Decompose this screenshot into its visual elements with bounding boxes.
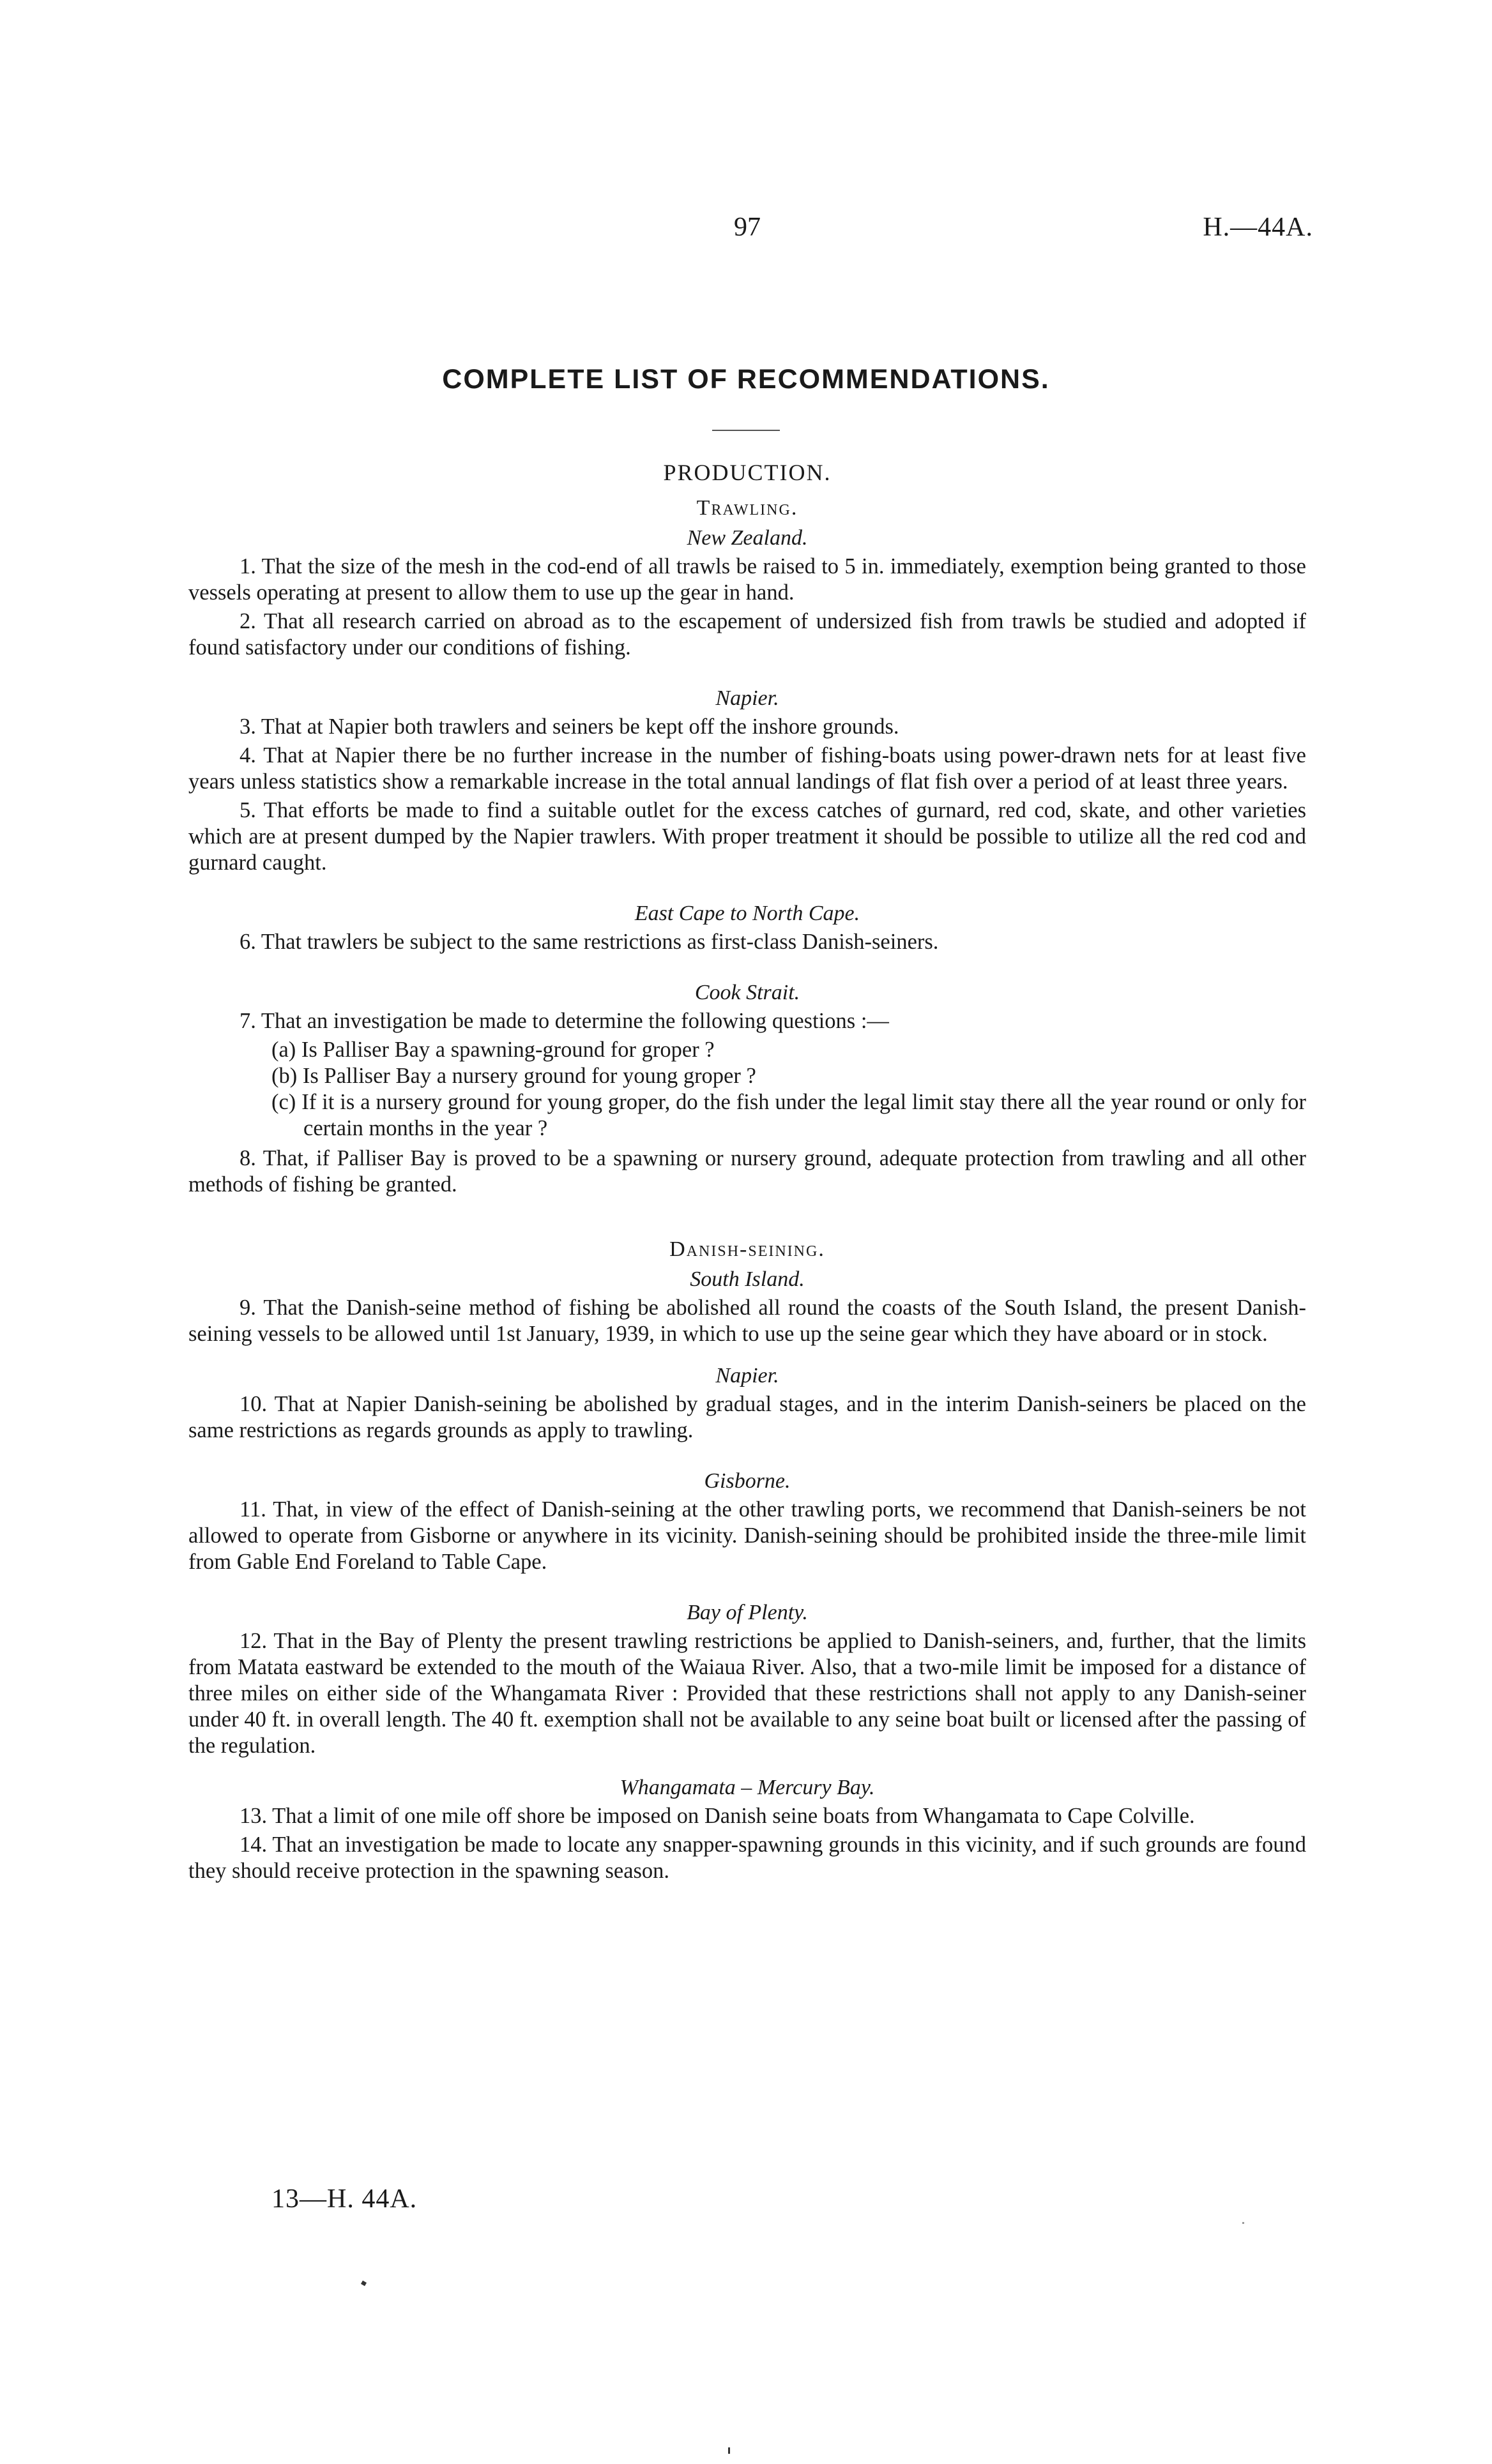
place-heading-napier: Napier. <box>715 686 779 710</box>
place-heading-east-cape: East Cape to North Cape. <box>634 902 860 925</box>
section-heading-production: PRODUCTION. <box>663 460 832 485</box>
recommendations-body <box>188 460 1306 1887</box>
place-heading-south-island: South Island. <box>690 1267 805 1291</box>
recommendation-6: 6. That trawlers be subject to the same restrictions as first-class Danish-seiners. <box>240 930 939 954</box>
recommendation-11: 11. That, in view of the effect of Danish-seining at the other trawling ports, we recommend that Danish-seiners be not allowed to operate from Gisborne or anywhere in its vicinity. Danish-seining should be prohibited inside the three-mile limit from Gable End Foreland to Table Cape. <box>188 1497 1306 1574</box>
page-number: 97 <box>734 213 761 242</box>
place-heading-bay-of-plenty: Bay of Plenty. <box>687 1601 808 1624</box>
recommendation-1: 1. That the size of the mesh in the cod-end of all trawls be raised to 5 in. immediately, exemption being granted to those vessels operating at present to allow them to use up the gear in hand. <box>188 554 1306 605</box>
recommendation-3: 3. That at Napier both trawlers and seiners be kept off the inshore grounds. <box>240 714 899 739</box>
recommendation-12: 12. That in the Bay of Plenty the present trawling restrictions be applied to Danish-seiners, and, further, that the limits from Matata eastward be extended to the mouth of the Waiaua River. Also, that a two-mile limit be imposed for a distance of three miles on either side of the Whangamata River : Provided that these restrictions shall not apply to any Danish-seiner under 40 ft. in overall length. The 40 ft. exemption shall not be available to any seine boat built or licensed after the passing of the regulation. <box>188 1629 1306 1758</box>
place-heading-cook-strait: Cook Strait. <box>694 981 800 1004</box>
recommendation-2: 2. That all research carried on abroad as to the escapement of undersized fish from trawls be studied and adopted if found satisfactory under our conditions of fishing. <box>188 609 1306 660</box>
recommendation-4: 4. That at Napier there be no further increase in the number of fishing-boats using power-drawn nets for at least five years unless statistics show a remarkable increase in the total annual landings of flat fish over a period of at least three years. <box>188 743 1306 794</box>
document-reference: H.—44A. <box>1203 213 1313 242</box>
print-speck <box>361 2281 367 2286</box>
subsection-heading-trawling: Trawling. <box>696 496 798 520</box>
print-speck <box>1242 2222 1244 2224</box>
question-item: (a) Is Palliser Bay a spawning-ground for groper ? <box>271 1038 715 1062</box>
recommendation-10: 10. That at Napier Danish-seining be abolished by gradual stages, and in the interim Danish-seiners be placed on the same restrictions as regards grounds as apply to trawling. <box>188 1392 1306 1442</box>
recommendation-13: 13. That a limit of one mile off shore be imposed on Danish seine boats from Whangamata to Cape Colville. <box>240 1804 1195 1828</box>
subsection-heading-danish-seining: Danish-seining. <box>669 1237 825 1261</box>
recommendation-8: 8. That, if Palliser Bay is proved to be a spawning or nursery ground, adequate protection from trawling and all other methods of fishing be granted. <box>188 1146 1306 1197</box>
place-heading-new-zealand: New Zealand. <box>687 526 808 550</box>
recommendation-9: 9. That the Danish-seine method of fishing be abolished all round the coasts of the South Island, the present Danish-seining vessels to be allowed until 1st January, 1939, in which to use up the seine gear which they have aboard or in stock. <box>188 1296 1306 1346</box>
main-title: COMPLETE LIST OF RECOMMENDATIONS. <box>442 364 1050 395</box>
recommendation-5: 5. That efforts be made to find a suitable outlet for the excess catches of gurnard, red cod, skate, and other varieties which are at present dumped by the Napier trawlers. With proper treatment it should be possible to utilize all the red cod and gurnard caught. <box>188 798 1306 875</box>
question-item: (c) If it is a nursery ground for young groper, do the fish under the legal limit stay there all the year round or only for certain months in the year ? <box>271 1090 1306 1140</box>
title-divider <box>712 430 780 431</box>
signature-mark: 13—H. 44A. <box>271 2184 418 2214</box>
question-list <box>188 1037 1306 1142</box>
place-heading-whangamata: Whangamata – Mercury Bay. <box>620 1776 875 1799</box>
recommendation-7: 7. That an investigation be made to determine the following questions :— <box>240 1009 889 1033</box>
print-speck <box>728 2447 730 2454</box>
place-heading-napier-seining: Napier. <box>715 1364 779 1387</box>
question-item: (b) Is Palliser Bay a nursery ground for young groper ? <box>271 1064 756 1088</box>
recommendation-14: 14. That an investigation be made to locate any snapper-spawning grounds in this vicinity, and if such grounds are found they should receive protection in the spawning season. <box>188 1833 1306 1883</box>
place-heading-gisborne: Gisborne. <box>704 1469 791 1493</box>
